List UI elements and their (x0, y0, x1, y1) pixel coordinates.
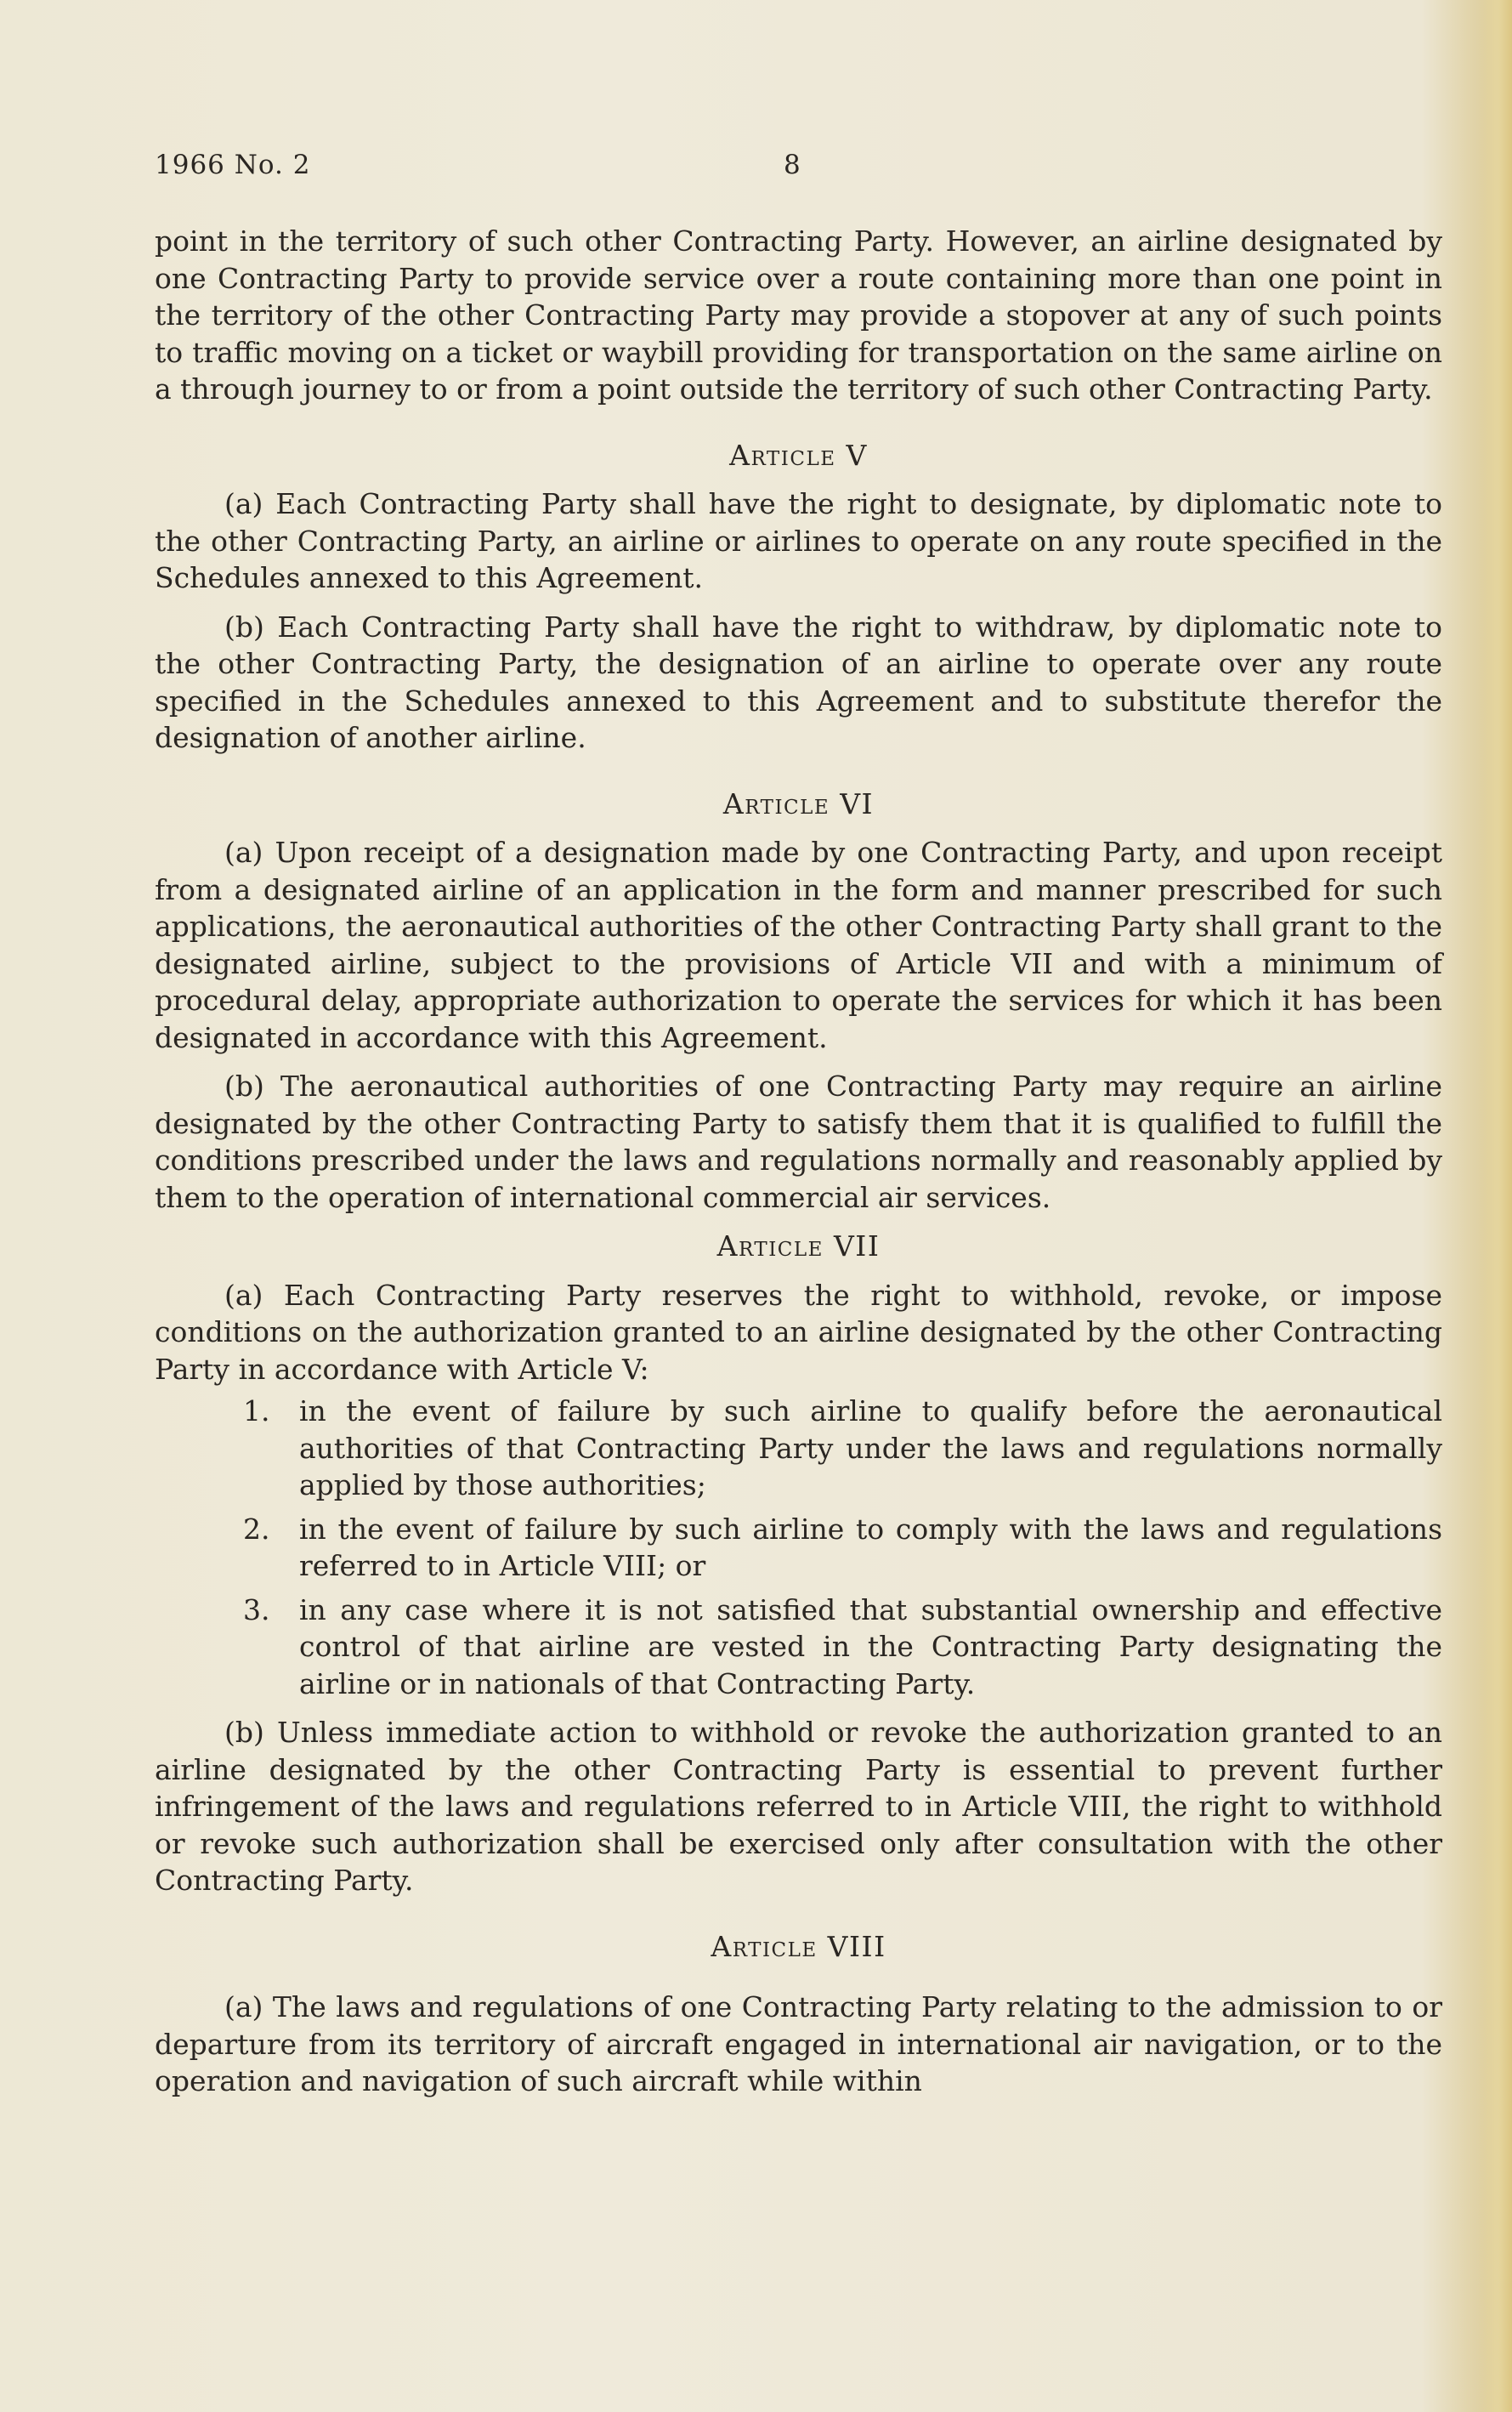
header-year-number: 1966 No. 2 (155, 150, 311, 180)
article-vii-heading: Article VII (716, 1229, 881, 1263)
page-number: 8 (784, 150, 801, 180)
list-item-text: in the event of failure by such airline to comply with the laws and regulations referred to in Article VIII; or (299, 1512, 1442, 1582)
article-vi-paragraph-b: (b) The aeronautical authorities of one Contracting Party may require an airline designated by the other Contracting Party to satisfy them that it is qualified to fulfill the conditions prescribed under the laws and regulations normally and reasonably applied by them to the operation of international commercial air services. (155, 1070, 1442, 1214)
list-item-number: 3. (243, 1592, 270, 1626)
list-item-number: 1. (243, 1394, 270, 1427)
article-vi-heading: Article VI (722, 786, 875, 820)
article-vii-paragraph-a: (a) Each Contracting Party reserves the right to withhold, revoke, or impose conditions on the authorization granted to an airline designated by the other Contracting Party in accordance with Article V: (155, 1278, 1442, 1386)
article-viii-paragraph-a: (a) The laws and regulations of one Contracting Party relating to the admission to or departure from its territory of aircraft engaged in international air navigation, or to the operation and navigation of such aircraft while within (155, 1990, 1442, 2097)
list-item-text: in the event of failure by such airline to qualify before the aeronautical authorities of that Contracting Party under the laws and regulations normally applied by those authorities; (299, 1394, 1442, 1501)
list-item (155, 1511, 1442, 1585)
article-v-paragraph-b: (b) Each Contracting Party shall have the right to withdraw, by diplomatic note to the other Contracting Party, the designation of an airline to operate over any route specified in the Schedules annexed to this Agreement and to substitute therefor the designation of another airline. (155, 610, 1442, 754)
list-item-text: in any case where it is not satisfied that substantial ownership and effective control of that airline are vested in the Contracting Party designating the airline or in nationals of that Contracting Party. (299, 1592, 1442, 1700)
article-v-paragraph-a: (a) Each Contracting Party shall have the right to designate, by diplomatic note to the other Contracting Party, an airline or airlines to operate on any route specified in the Schedules annexed to this Agreement. (155, 487, 1442, 594)
article-vii-paragraph-b: (b) Unless immediate action to withhold or revoke the authorization granted to an airline designated by the other Contracting Party is essential to prevent further infringement of the laws and regulations referred to in Article VIII, the right to withhold or revoke such authorization shall be exercised only after consultation with the other Contracting Party. (155, 1716, 1442, 1897)
page-header (155, 150, 801, 187)
article-vi-paragraph-a: (a) Upon receipt of a designation made by one Contracting Party, and upon receipt from a designated airline of an application in the form and manner prescribed for such applications, the aeronautical authorities of the other Contracting Party shall grant to the designated airline, subject to the provisions of Article VII and with a minimum of procedural delay, appropriate authorization to operate the services for which it has been designated in accordance with this Agreement. (155, 836, 1442, 1054)
page-edge-shadow (1478, 0, 1512, 2412)
document-body (155, 223, 1442, 2100)
paragraph-intro: point in the territory of such other Contracting Party. However, an airline designated by one Contracting Party to provide service over a route containing more than one point in the territory of the other Contracting Party may provide a stopover at any of such points to traffic moving on a ticket or waybill providing for transportation on the same airline on a through journey to or from a point outside the territory of such other Contracting Party. (155, 224, 1442, 406)
article-viii-heading: Article VIII (711, 1929, 886, 1963)
list-item (155, 1592, 1442, 1703)
article-v-heading: Article V (729, 438, 868, 472)
list-item (155, 1393, 1442, 1504)
list-item-number: 2. (243, 1512, 270, 1546)
